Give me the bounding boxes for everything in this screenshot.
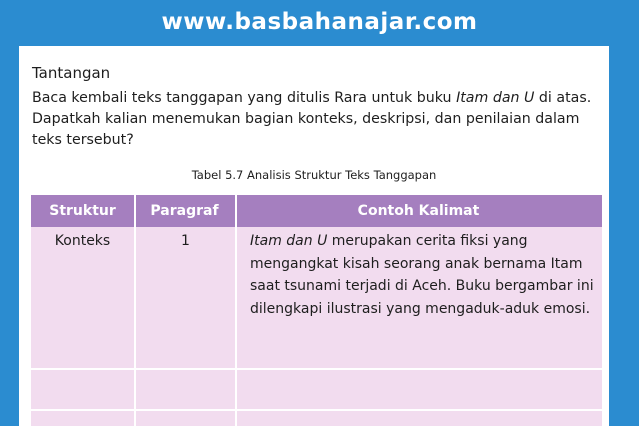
header-struktur: Struktur [49, 203, 116, 219]
header-contoh-kalimat: Contoh Kalimat [357, 203, 480, 219]
paragraph-text-start: Baca kembali teks tanggapan yang ditulis Rara untuk buku [32, 90, 457, 106]
example-sentence: merupakan cerita fiksi yang mengangkat kisah seorang anak bernama Itam saat tsunami terjadi di Aceh. Buku bergambar ini dilengkapi ilustrasi yang mengaduk-aduk emosi. [250, 233, 594, 317]
table-cell-contoh-kalimat [250, 230, 600, 320]
section-paragraph [32, 88, 607, 151]
header-paragraf: Paragraf [150, 203, 219, 219]
site-url: www.basbahanajar.com [161, 9, 478, 35]
document-page [19, 46, 609, 426]
example-book-title: Itam dan U [250, 233, 328, 249]
row-divider [31, 368, 602, 370]
table-caption: Tabel 5.7 Analisis Struktur Teks Tanggapan [191, 168, 437, 182]
paragraph-text-end: di atas. Dapatkah kalian menemukan bagian konteks, deskripsi, dan penilaian dalam teks tersebut? [32, 90, 592, 148]
analysis-table [31, 195, 602, 426]
row-divider [31, 409, 602, 411]
book-title: Itam dan U [456, 90, 535, 106]
table-cell-paragraf: 1 [181, 233, 190, 249]
section-heading: Tantangan [32, 64, 111, 82]
table-cell-struktur: Konteks [54, 233, 111, 249]
site-banner [0, 0, 639, 44]
table-header-row [31, 195, 602, 227]
